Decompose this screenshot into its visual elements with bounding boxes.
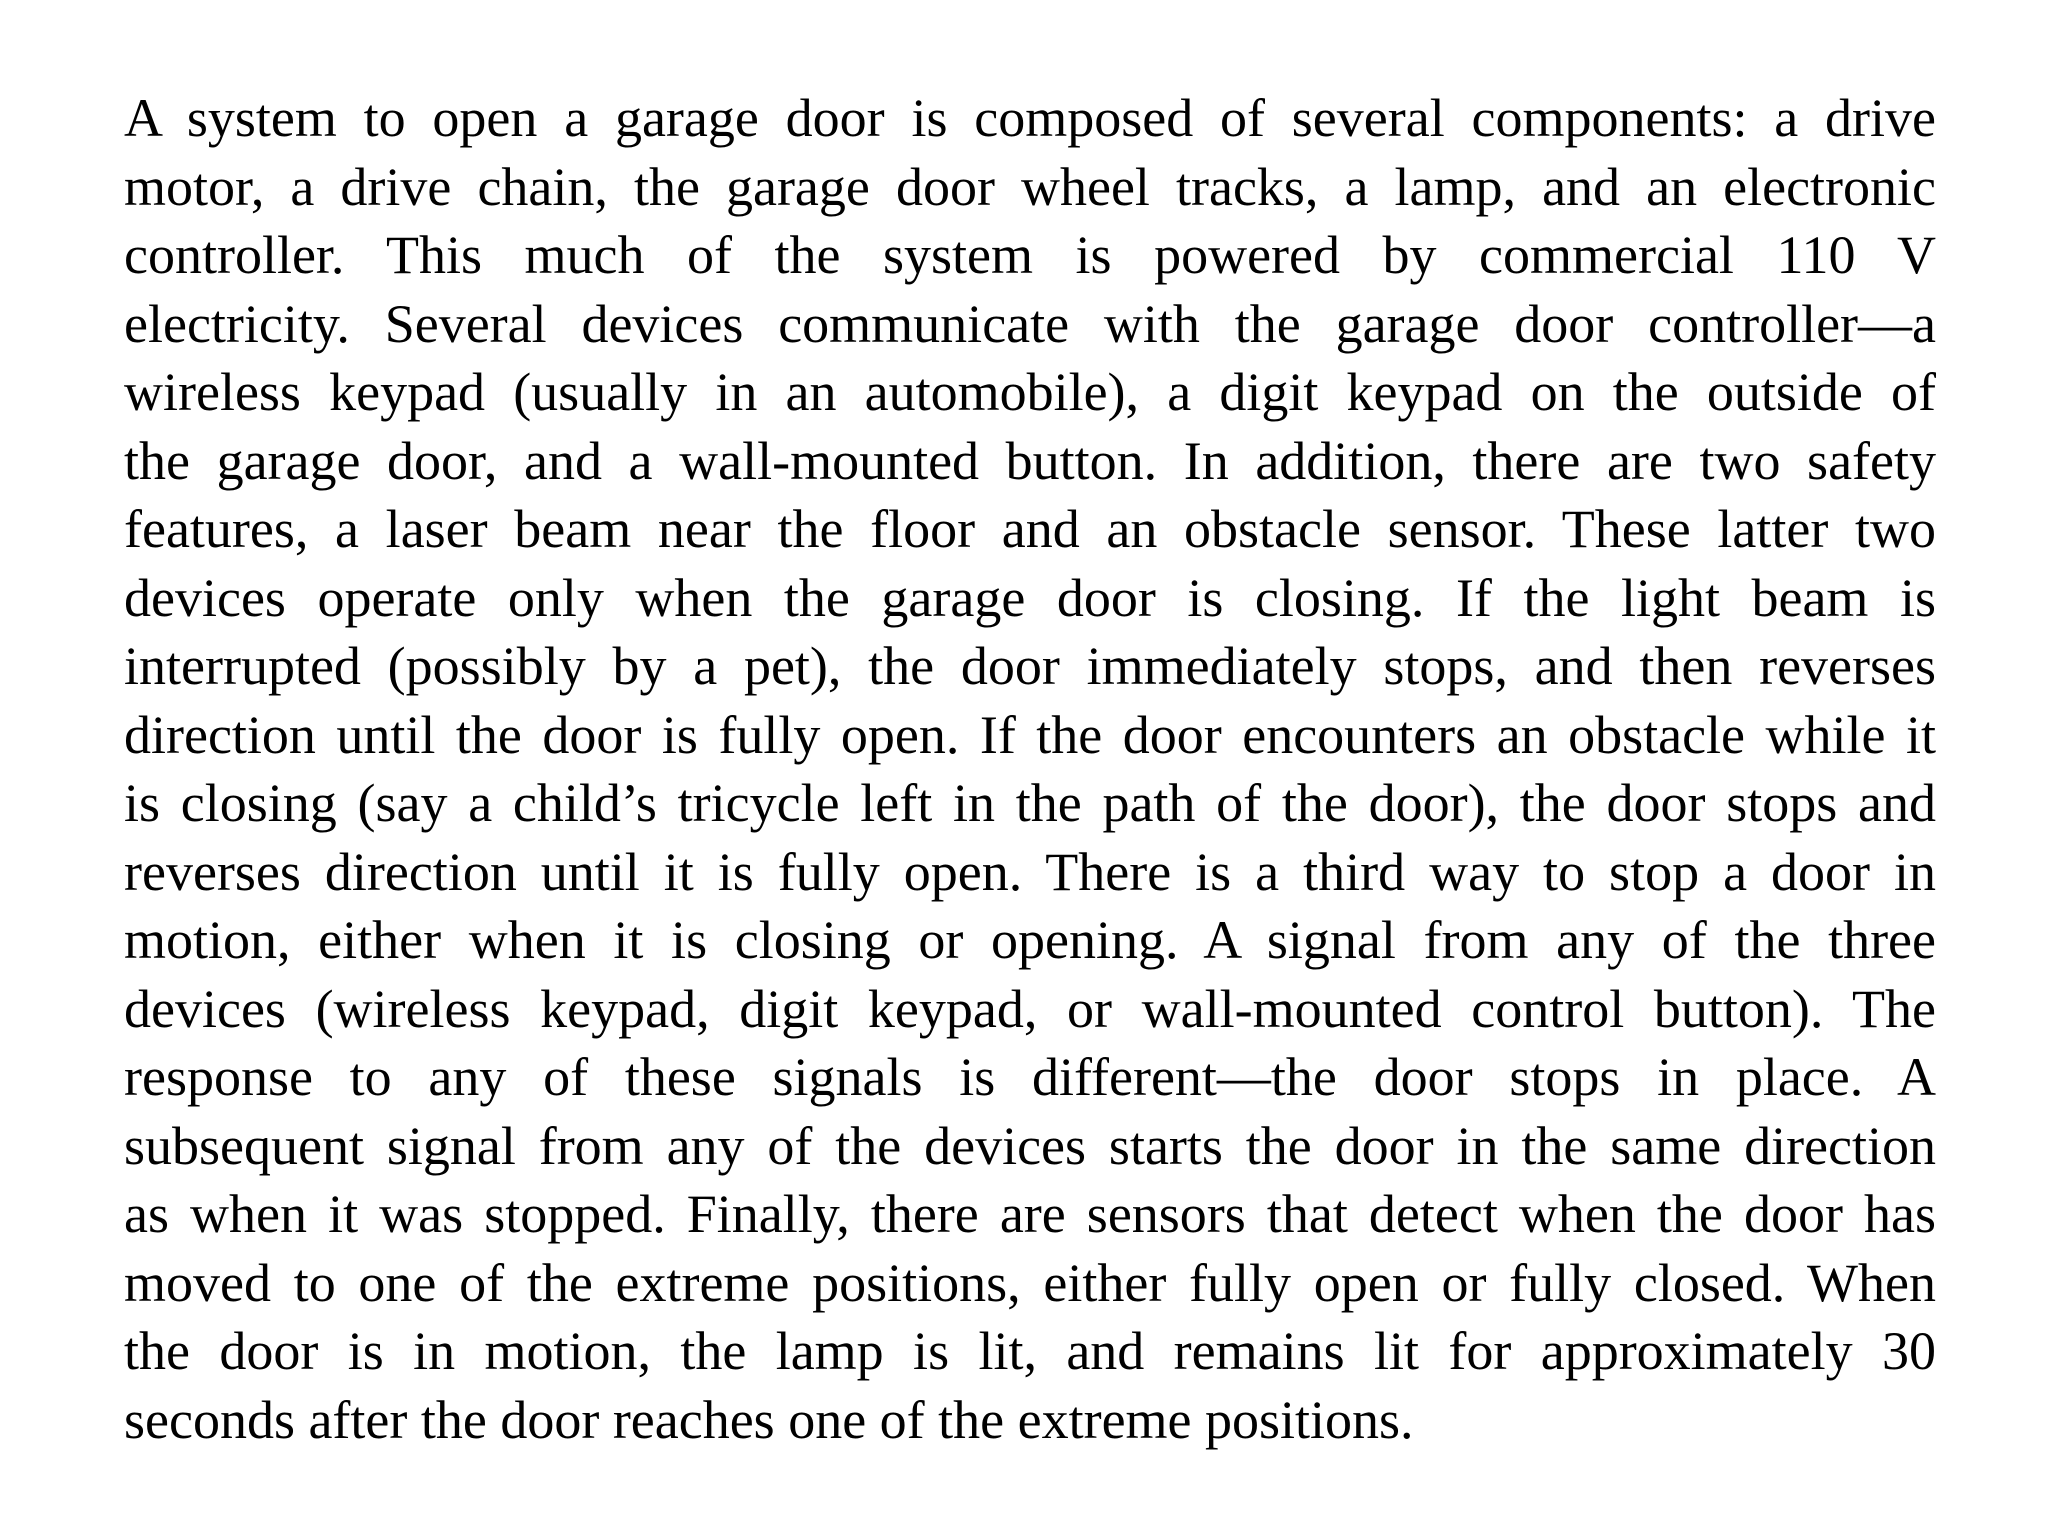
paragraph-line: the garage door, and a wall-mounted button. In addition, there are two safety [124,430,1936,491]
paragraph-line: devices operate only when the garage door is closing. If the light beam is [124,567,1936,628]
paragraph-line: is closing (say a child’s tricycle left in the path of the door), the door stops and [124,773,1936,833]
paragraph-line: response to any of these signals is different—the door stops in place. A [124,1047,1936,1107]
paragraph-line: motion, either when it is closing or opening. A signal from any of the three [124,910,1936,970]
paragraph-line: as when it was stopped. Finally, there are sensors that detect when the door has [124,1184,1936,1244]
paragraph-line: devices (wireless keypad, digit keypad, or wall-mounted control button). The [124,978,1936,1039]
paragraph-line: direction until the door is fully open. If the door encounters an obstacle while it [124,704,1936,765]
paragraph [124,84,1936,1454]
paragraph-line: moved to one of the extreme positions, either fully open or fully closed. When [124,1252,1936,1313]
paragraph-line: A system to open a garage door is composed of several components: a drive [124,88,1936,148]
paragraph-line: electricity. Several devices communicate with the garage door controller—a [124,293,1936,354]
paragraph-line: reverses direction until it is fully open. There is a third way to stop a door in [124,841,1936,902]
paragraph-line: wireless keypad (usually in an automobile), a digit keypad on the outside of [124,362,1936,422]
paragraph-line: seconds after the door reaches one of the extreme positions. [124,1389,1414,1450]
paragraph-line: features, a laser beam near the floor and an obstacle sensor. These latter two [124,499,1936,559]
paragraph-line: subsequent signal from any of the devices starts the door in the same direction [124,1115,1936,1176]
paragraph-line: the door is in motion, the lamp is lit, and remains lit for approximately 30 [124,1321,1936,1381]
paragraph-line: interrupted (possibly by a pet), the door immediately stops, and then reverses [124,636,1936,696]
paragraph-line: controller. This much of the system is powered by commercial 110 V [124,225,1936,285]
paragraph-line: motor, a drive chain, the garage door wheel tracks, a lamp, and an electronic [124,156,1936,217]
